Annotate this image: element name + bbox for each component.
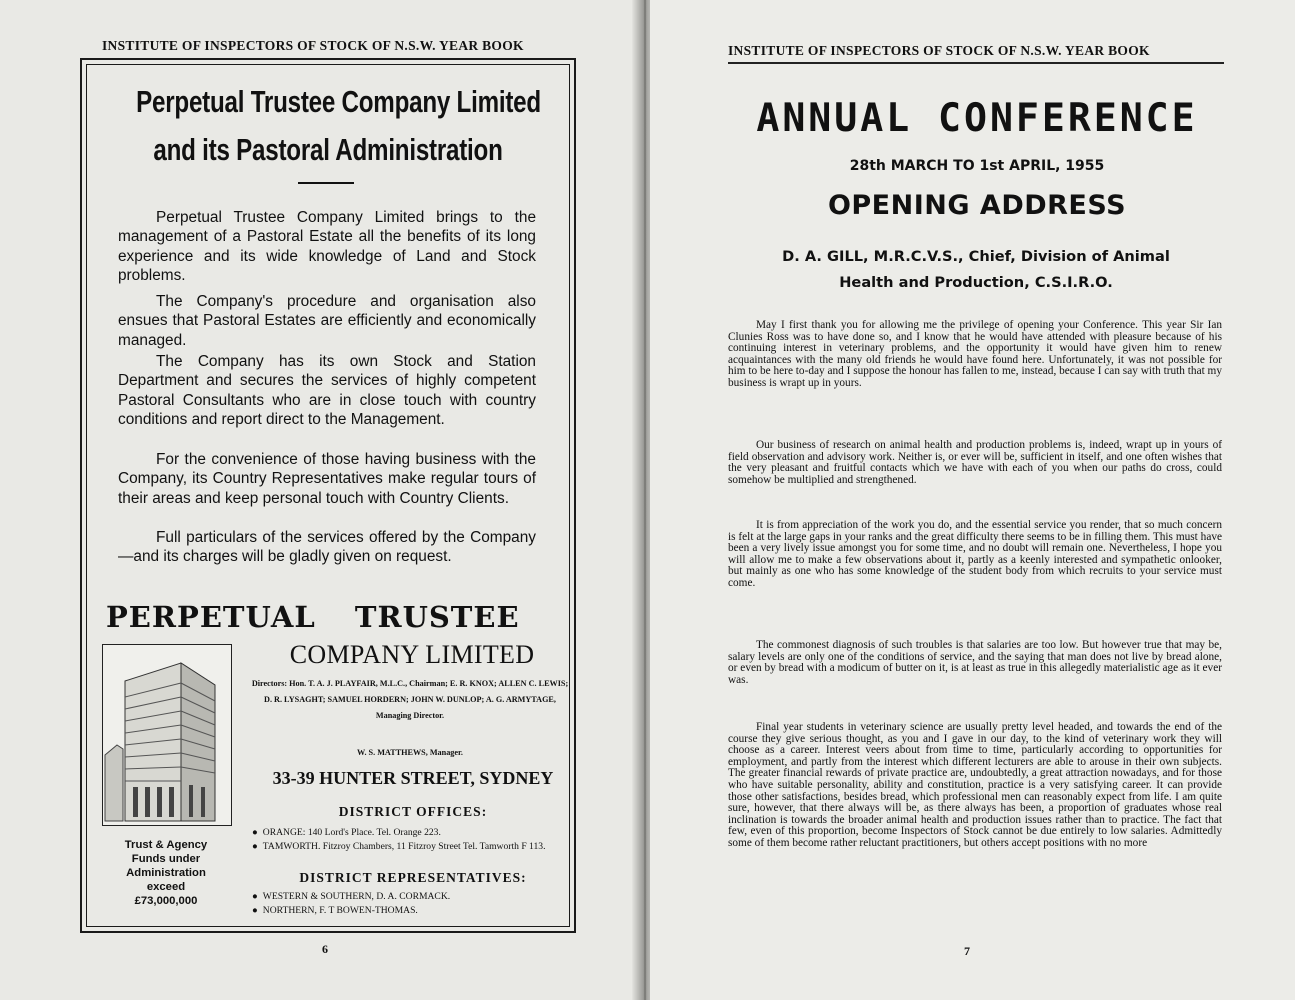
speaker-line1: D. A. GILL, M.R.C.V.S., Chief, Division of Animal <box>782 248 1170 265</box>
district-office-tamworth: ● TAMWORTH. Fitzroy Chambers, 11 Fitzroy Street Tel. Tamworth F 113. <box>252 841 546 852</box>
ad-paragraph-4: For the convenience of those having business with the Company, its Country Representatives make regular tours of their areas and keep personal touch with Country Clients. <box>118 451 536 507</box>
company-name-line1: PERPETUAL TRUSTEE <box>106 600 520 634</box>
ad-paragraph-1: Perpetual Trustee Company Limited brings to the management of a Pastoral Estate all the benefits of its long experience and its wide knowledge of Land and Stock problems. <box>118 209 536 284</box>
bullet-icon: ● <box>252 891 258 902</box>
address-paragraph-3: It is from appreciation of the work you do, and the essential service you render, that so much concern is felt at the large gaps in your ranks and the great difficulty there seems to be in filling them. This must have been a very lively issue amongst you for some time, and no doubt will remain one. Nevertheless, I hope you will allow me to make a few observations about it, partly as a keenly interested and sympathetic onlooker, but mainly as one who has some knowledge of the student body from which recruits to your service must come. <box>728 519 1222 589</box>
page-number-left: 6 <box>322 942 328 956</box>
directors-list: Directors: Hon. T. A. J. PLAYFAIR, M.L.C., Chairman; E. R. KNOX; ALLEN C. LEWIS; D. R. LYSAGHT; SAMUEL HORDERN; JOHN W. DUNLOP; A. G. ARMYTAGE, Managing Director. <box>251 679 569 720</box>
district-rep-western: ● WESTERN & SOUTHERN, D. A. CORMACK. <box>252 891 451 902</box>
ad-title-line1: Perpetual Trustee Company Limited <box>136 84 541 119</box>
trust-line: Funds under <box>131 853 201 865</box>
address-paragraph-5: Final year students in veterinary science are usually pretty level headed, and towards the end of the course they give serious thought, as you and I gave in our day, to the kind of veterinary work they will choose as a career. Interest veers about from time to time, particularly according to opportunities for employment, and partly from the interest which different lecturers are able to arouse in their own subjects. The greater financial rewards of private practice are, undoubtedly, a great attraction nowadays, and for those who have suitable personality, ability and constitution, practice is a very satisfying career. It can provide those other satisfactions, besides bread, which professional men can reasonably expect from life. I am quite sure, however, that there always will be, as there always has been, a proportion of graduates whose real inclination is towards the broader animal health and production issues rather than to practice. The fact that few, even of this proportion, become Inspectors of Stock cannot be due entirely to low salaries. Admittedly some of them become rather reluctant practitioners, but others accept positions with no more <box>728 721 1222 849</box>
right-page <box>650 0 1295 1000</box>
speaker-credit <box>718 244 1234 296</box>
advertisement-frame <box>80 58 576 933</box>
conference-title: ANNUAL CONFERENCE <box>756 96 1198 141</box>
running-head-left: INSTITUTE OF INSPECTORS OF STOCK OF N.S.W. YEAR BOOK <box>102 38 524 53</box>
bullet-icon: ● <box>252 827 258 838</box>
company-name-line2: COMPANY LIMITED <box>289 640 535 669</box>
speaker-line2: Health and Production, C.S.I.R.O. <box>839 274 1113 291</box>
ad-title-line2: and its Pastoral Administration <box>153 132 503 167</box>
building-illustration <box>102 644 232 826</box>
ad-paragraph-3: The Company has its own Stock and Station Department and secures the services of highly competent Pastoral Consultants who are in close touch with country conditions and report direct to the Management. <box>118 353 536 428</box>
ad-title-rule <box>298 182 354 184</box>
trust-amount: £73,000,000 <box>134 895 198 907</box>
conference-dates: 28th MARCH TO 1st APRIL, 1955 <box>849 158 1105 174</box>
running-head-right: INSTITUTE OF INSPECTORS OF STOCK OF N.S.W. YEAR BOOK <box>728 43 1150 58</box>
trust-line: Trust & Agency <box>124 839 208 851</box>
bullet-icon: ● <box>252 841 258 852</box>
district-reps-heading: DISTRICT REPRESENTATIVES: <box>299 870 527 885</box>
district-offices-heading: DISTRICT OFFICES: <box>338 804 488 819</box>
company-address: 33-39 HUNTER STREET, SYDNEY <box>272 768 554 788</box>
trust-line: exceed <box>146 881 186 893</box>
address-paragraph-2: Our business of research on animal health and production problems is, indeed, wrapt up in yours of field observation and advisory work. Neither is, or ever will be, sufficient in itself, and one often wishes that the very pleasant and fruitful contacts which we have with each of you when our paths do cross, could somehow be multiplied and strengthened. <box>728 439 1222 486</box>
address-paragraph-1: May I first thank you for allowing me the privilege of opening your Conference. This year Sir Ian Clunies Ross was to have done so, and I know that he would have attended with pleasure because of his continuing interest in veterinary problems, and the opportunity it would have given him to renew acquaintances with the many old friends he would have found here. Unfortunately, it was not possible for him to be here to-day and I suppose the honour has fallen to me, instead, because I can say with truth that my business is wrapt up in yours. <box>728 319 1222 389</box>
trust-funds-note <box>96 838 236 908</box>
left-page <box>0 0 640 1000</box>
bullet-icon: ● <box>252 905 258 916</box>
ad-paragraph-5: Full particulars of the services offered by the Company—and its charges will be gladly given on request. <box>118 529 536 566</box>
manager-line: W. S. MATTHEWS, Manager. <box>357 748 463 757</box>
ad-paragraph-2: The Company's procedure and organisation also ensues that Pastoral Estates are efficiently and economically managed. <box>118 293 536 349</box>
page-number-right: 7 <box>964 944 970 958</box>
address-paragraph-4: The commonest diagnosis of such troubles is that salaries are too low. But however true that may be, salary levels are only one of the conditions of service, and the saying that man does not live by bread alone, or even by bread with a modicum of butter on it, is at least as true in this allegedly materialistic age as it ever was. <box>728 639 1222 686</box>
running-head-rule <box>728 62 1224 64</box>
district-rep-northern: ● NORTHERN, F. T BOWEN-THOMAS. <box>252 905 418 916</box>
trust-line: Administration <box>126 867 206 879</box>
district-office-orange: ● ORANGE: 140 Lord's Place. Tel. Orange 223. <box>252 827 441 838</box>
opening-address-heading: OPENING ADDRESS <box>827 190 1127 221</box>
